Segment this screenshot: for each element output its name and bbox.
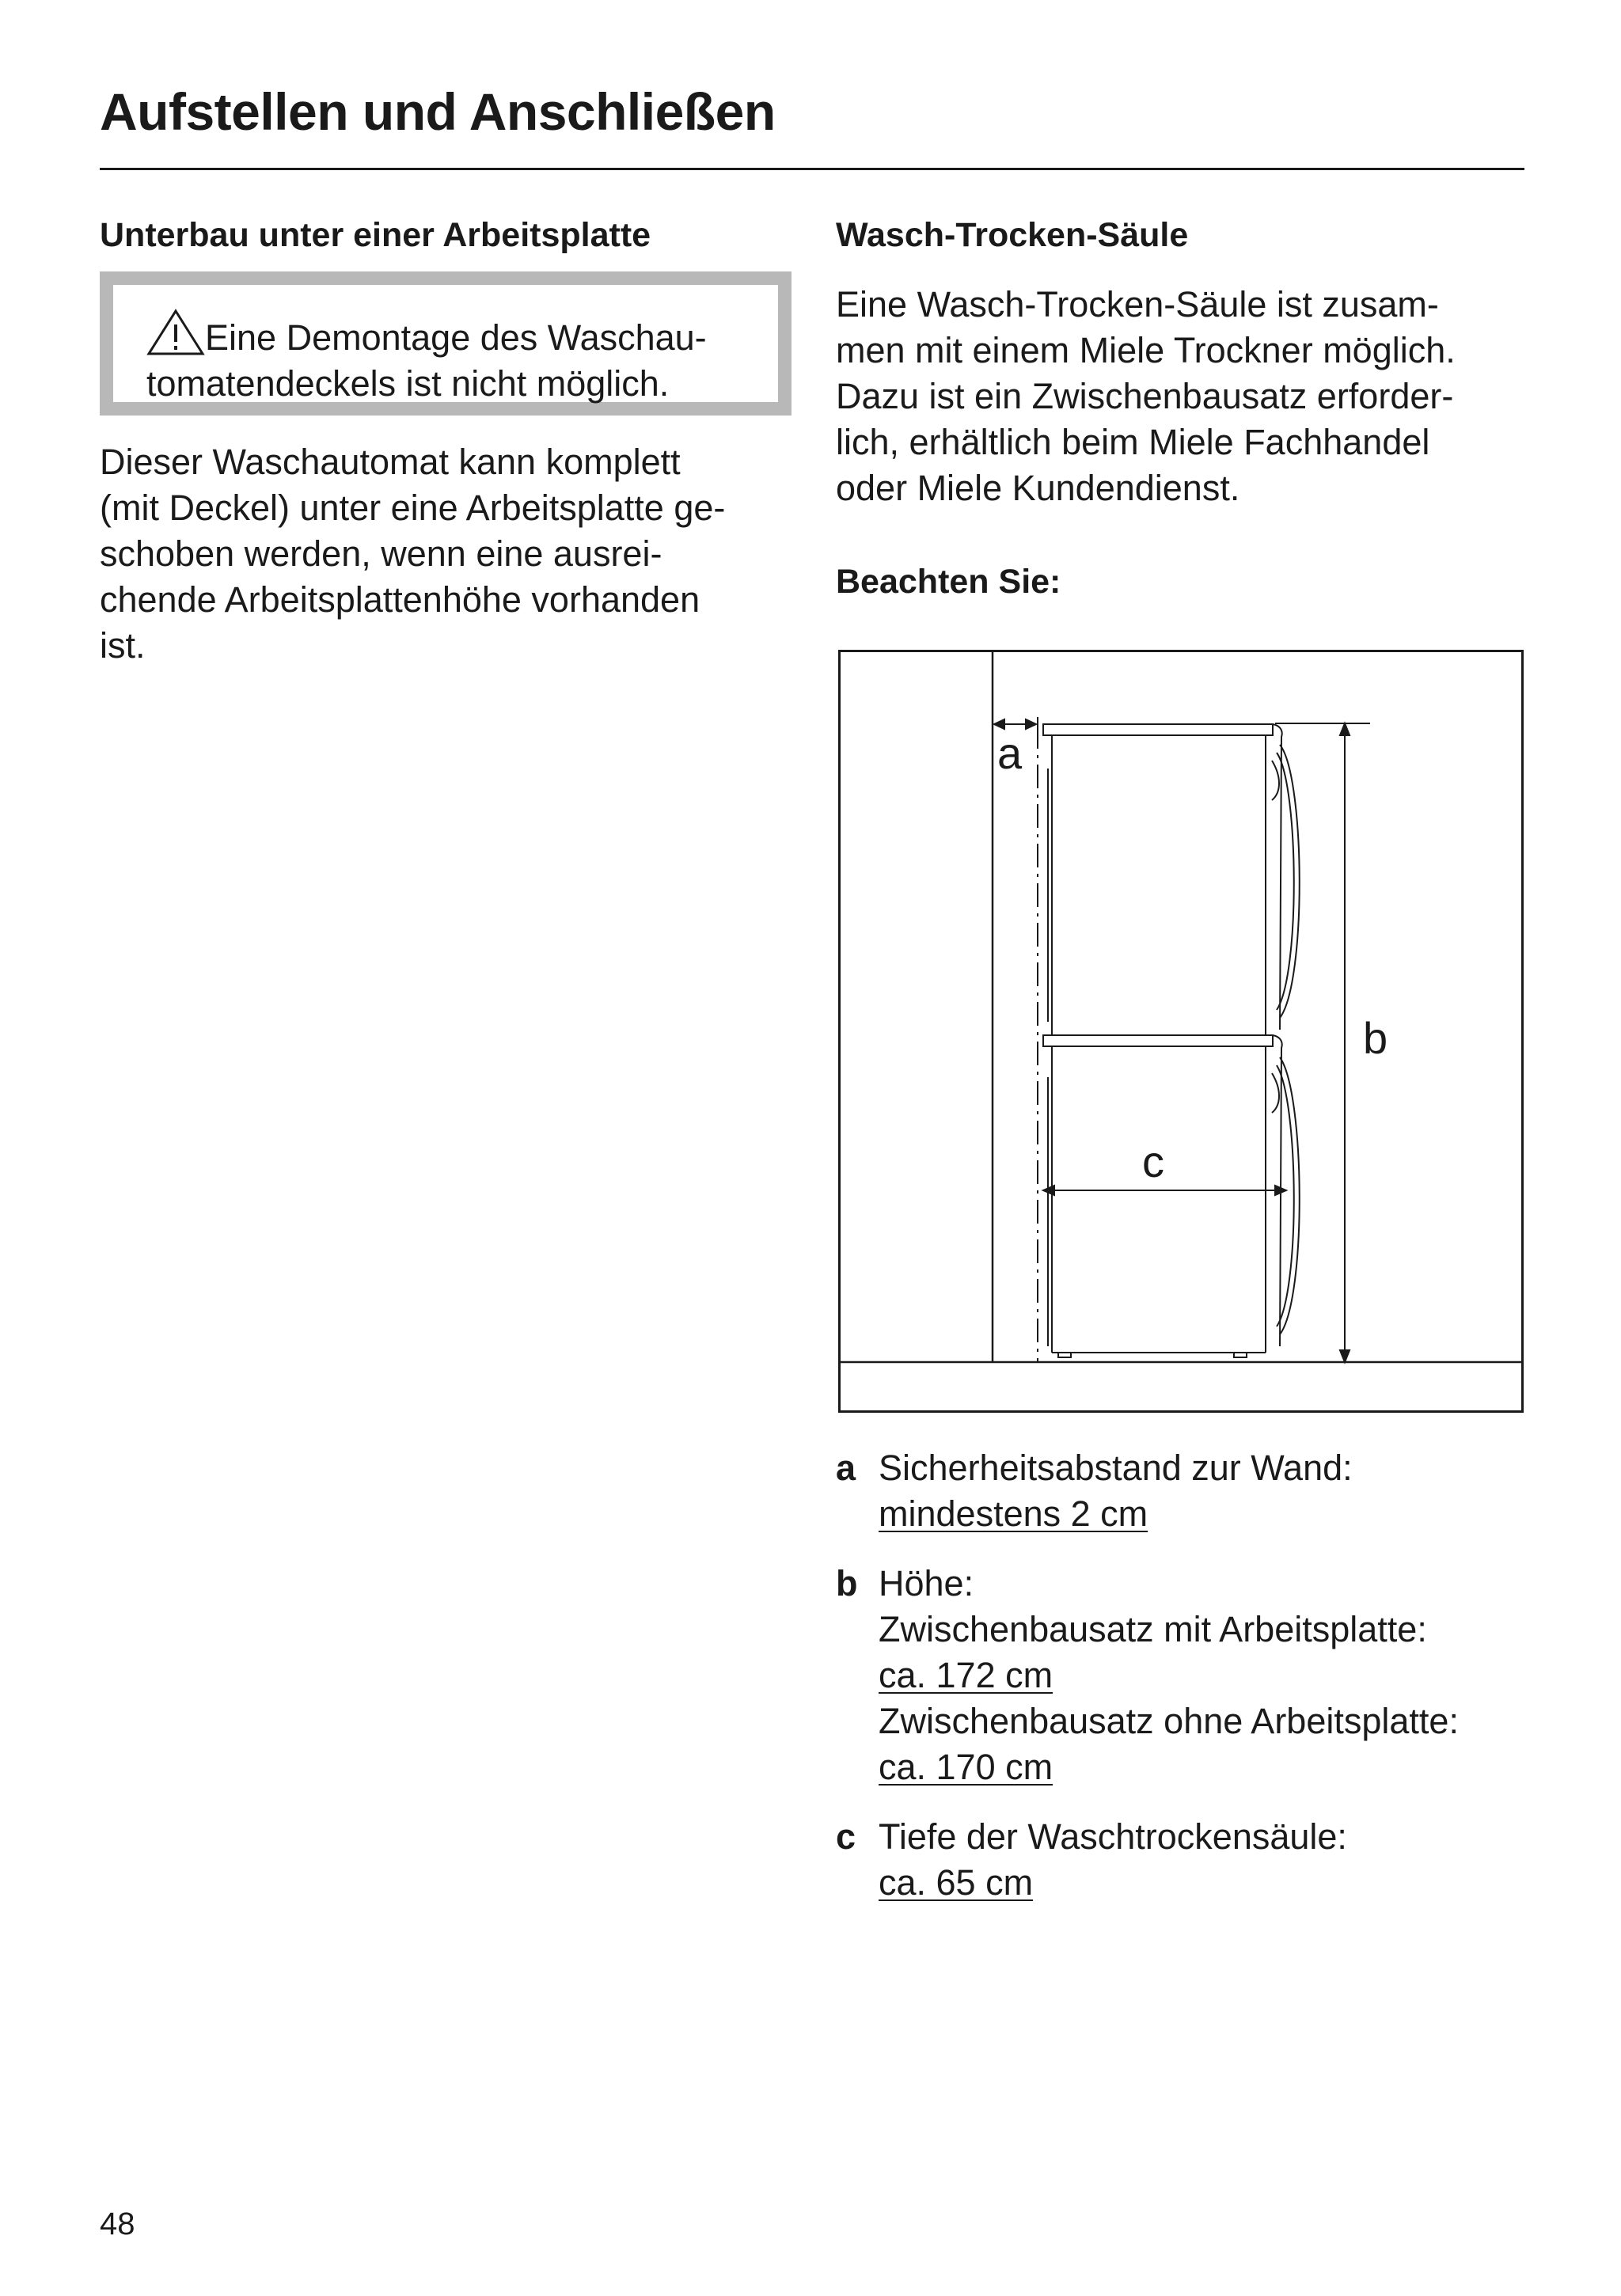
figure-legend [836, 1445, 1548, 1930]
legend-key: a [836, 1448, 856, 1488]
figure-frame [840, 651, 1523, 1412]
dimension-c [1043, 1186, 1286, 1195]
warning-text [146, 309, 780, 407]
page-number: 48 [100, 2207, 135, 2241]
legend-item-b [836, 1561, 1548, 1790]
paragraph-line: oder Miele Kundendienst. [836, 468, 1240, 508]
stack-paragraph [836, 282, 1456, 511]
washer-dryer-stack-diagram [838, 650, 1524, 1413]
note-heading: Beachten Sie: [836, 563, 1061, 601]
title-divider [100, 168, 1524, 170]
legend-item-c [836, 1814, 1548, 1906]
dimension-label-b: b [1363, 1013, 1388, 1063]
paragraph-line: Eine Wasch-Trocken-Säule ist zusam- [836, 284, 1439, 324]
paragraph-line: schoben werden, wenn eine ausrei- [100, 533, 662, 574]
legend-key: c [836, 1816, 856, 1857]
paragraph-line: Dieser Waschautomat kann komplett [100, 442, 681, 482]
paragraph-line: men mit einem Miele Trockner möglich. [836, 330, 1456, 370]
paragraph-line: chende Arbeitsplattenhöhe vorhanden [100, 579, 700, 620]
legend-item-a [836, 1445, 1548, 1537]
section-heading-countertop: Unterbau unter einer Arbeitsplatte [100, 216, 651, 254]
legend-value: ca. 172 cm [879, 1655, 1053, 1695]
legend-key: b [836, 1563, 858, 1603]
dimension-label-a: a [997, 728, 1023, 778]
paragraph-line: ist. [100, 625, 146, 666]
legend-line: Zwischenbausatz mit Arbeitsplatte: [879, 1609, 1427, 1649]
paragraph-line: Dazu ist ein Zwischenbausatz erforder- [836, 376, 1454, 416]
legend-line: Sicherheitsabstand zur Wand: [879, 1448, 1353, 1488]
warning-triangle-icon [146, 309, 205, 356]
countertop-paragraph [100, 439, 725, 669]
washer-unit [1043, 1035, 1300, 1357]
dimension-label-c: c [1142, 1137, 1164, 1186]
warning-line: Eine Demontage des Waschau- [205, 317, 707, 358]
legend-value: mindestens 2 cm [879, 1493, 1148, 1534]
warning-box [100, 271, 792, 416]
section-heading-stack: Wasch-Trocken-Säule [836, 216, 1189, 254]
legend-line: Zwischenbausatz ohne Arbeitsplatte: [879, 1701, 1459, 1741]
paragraph-line: lich, erhältlich beim Miele Fachhandel [836, 422, 1430, 462]
paragraph-line: (mit Deckel) unter eine Arbeitsplatte ge- [100, 488, 726, 528]
legend-line: Tiefe der Waschtrockensäule: [879, 1816, 1347, 1857]
legend-value: ca. 65 cm [879, 1862, 1034, 1903]
dimension-b [1275, 723, 1370, 1362]
warning-line: tomatendeckels ist nicht möglich. [146, 363, 670, 404]
legend-value: ca. 170 cm [879, 1747, 1053, 1787]
dryer-unit [1043, 724, 1300, 1038]
page-title: Aufstellen und Anschließen [100, 82, 776, 141]
legend-line: Höhe: [879, 1563, 974, 1603]
